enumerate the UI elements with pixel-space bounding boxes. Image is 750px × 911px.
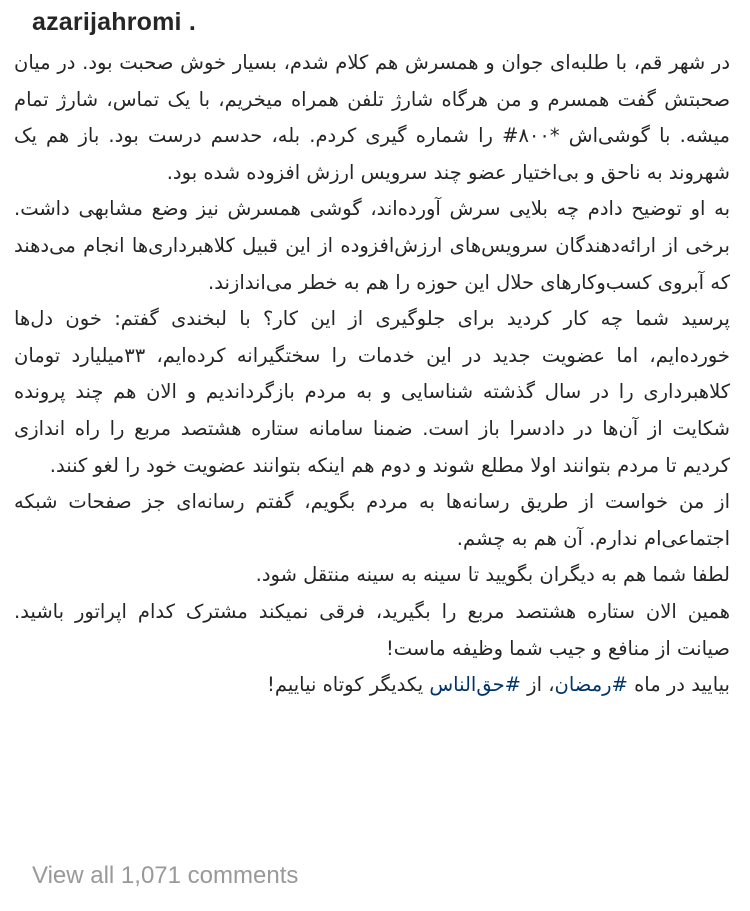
caption-closing-line xyxy=(14,667,730,704)
caption-paragraph-6: همین الان ستاره هشتصد مربع را بگیرید، فرقی نمیکند مشترک کدام اپراتور باشید. صیانت از منافع و جیب شما وظیفه ماست! xyxy=(14,599,730,660)
caption-paragraph-1: در شهر قم، با طلبه‌ای جوان و همسرش هم کلام شدم، بسیار خوش صحبت بود. در میان صحبتش گفت همسرم و من هرگاه شارژ تلفن همراه میخریم، با یک تماس، شارژ تمام میشه. با گوشی‌اش *۸۰۰# را شماره گیری کردم. بله، حدسم درست بود. باز هم یک شهروند به ناحق و بی‌اختیار عضو چند سرویس ارزش افزوده شده بود. xyxy=(14,51,731,184)
closing-text-part3: یکدیگر کوتاه نیاییم! xyxy=(267,673,430,697)
caption-paragraph-5: لطفا شما هم به دیگران بگویید تا سینه به سینه منتقل شود. xyxy=(255,563,730,587)
caption-paragraph-2: به او توضیح دادم چه بلایی سرش آورده‌اند، گوشی همسرش نیز وضع مشابهی داشت. برخی از ارائه‌دهندگان سرویس‌های ارزش‌افزوده از این قبیل کلاهبرداری‌ها انجام می‌دهند که آبروی کسب‌وکارهای حلال این حوزه را هم به خطر می‌اندازند. xyxy=(14,197,730,294)
view-all-comments-link[interactable]: View all 1,071 comments xyxy=(32,862,299,889)
caption-paragraph-4: از من خواست از طریق رسانه‌ها به مردم بگویم، گفتم رسانه‌ای جز صفحات شبکه اجتماعی‌ام ندارم. آن هم به چشم. xyxy=(14,490,730,550)
closing-text-part1: بیایید در ماه xyxy=(627,673,730,697)
caption-text xyxy=(14,45,730,704)
closing-text-part2: ، از xyxy=(520,673,555,697)
hashtag-haqqonnas-link[interactable]: #حق‌الناس xyxy=(429,673,521,697)
username-suffix: . xyxy=(188,8,196,36)
caption-paragraph-3: پرسید شما چه کار کردید برای جلوگیری از این کار؟ با لبخندی گفتم: خون دل‌ها خورده‌ایم، اما عضویت جدید در این خدمات را سختگیرانه کرده‌ایم، ۳۳میلیارد تومان کلاهبرداری را در سال گذشته شناسایی و به مردم بازگرداندیم و الان هم چند پرونده شکایت از آن‌ها در دادسرا باز است. ضمنا سامانه ستاره هشتصد مربع را راه اندازی کردیم تا مردم بتوانند اولا مطلع شوند و دوم هم اینکه بتوانند عضویت خود را لغو کنند. xyxy=(14,307,730,477)
username-text[interactable]: azarijahromi xyxy=(32,8,182,36)
hashtag-ramadan-link[interactable]: #رمضان xyxy=(554,673,628,697)
post-username[interactable] xyxy=(32,8,196,37)
